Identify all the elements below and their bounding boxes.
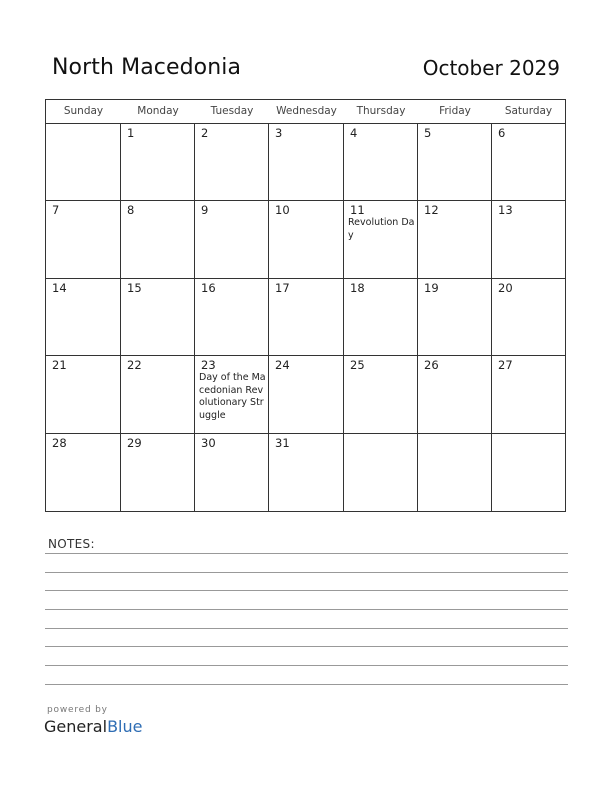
weekday-header: Friday: [439, 105, 471, 117]
day-cell: [344, 434, 418, 511]
day-cell: [269, 201, 344, 279]
note-line: [45, 628, 568, 629]
day-cell: [344, 356, 418, 434]
day-number: 26: [424, 358, 439, 372]
day-number: 23: [201, 358, 216, 372]
day-cell: [46, 434, 121, 511]
day-number: 6: [498, 126, 506, 140]
day-number: 1: [127, 126, 135, 140]
day-cell: [121, 279, 195, 356]
day-cell: [46, 356, 121, 434]
day-cell: [195, 279, 269, 356]
powered-by-text: powered by: [47, 705, 108, 715]
day-cell: [121, 434, 195, 511]
day-cell: [492, 124, 565, 201]
day-number: 8: [127, 203, 135, 217]
calendar-grid: [45, 99, 566, 512]
day-cell: [269, 124, 344, 201]
day-number: 29: [127, 436, 142, 450]
day-cell: [418, 279, 492, 356]
weekday-header: Monday: [137, 105, 179, 117]
day-number: 17: [275, 281, 290, 295]
day-number: 16: [201, 281, 216, 295]
day-cell: [418, 201, 492, 279]
day-cell: [121, 356, 195, 434]
weekday-header: Wednesday: [276, 105, 337, 117]
calendar-month-title: October 2029: [422, 56, 560, 80]
day-cell: [418, 124, 492, 201]
day-number: 20: [498, 281, 513, 295]
note-line: [45, 590, 568, 591]
day-number: 21: [52, 358, 67, 372]
weekday-header-row: [46, 100, 565, 124]
day-cell: [121, 201, 195, 279]
weekday-header: Thursday: [356, 105, 406, 117]
day-number: 30: [201, 436, 216, 450]
day-number: 12: [424, 203, 439, 217]
weekday-header: Tuesday: [210, 105, 254, 117]
day-cell: [492, 279, 565, 356]
day-number: 5: [424, 126, 432, 140]
holiday-label: Day of the Macedonian Revolutionary Struggle: [199, 372, 266, 421]
notes-label: NOTES:: [48, 537, 95, 551]
calendar-country-title: North Macedonia: [52, 55, 242, 80]
weekday-header: Sunday: [63, 105, 104, 117]
day-cell: [195, 124, 269, 201]
day-cell: [344, 201, 418, 279]
day-cell: [269, 356, 344, 434]
day-number: 7: [52, 203, 60, 217]
note-line: [45, 665, 568, 666]
day-cell: [46, 201, 121, 279]
day-cell: [418, 356, 492, 434]
day-number: 4: [350, 126, 358, 140]
day-number: 27: [498, 358, 513, 372]
brand-general: General: [44, 717, 108, 736]
brand-blue: Blue: [107, 717, 143, 736]
day-cell: [418, 434, 492, 511]
day-number: 15: [127, 281, 142, 295]
day-cell: [492, 201, 565, 279]
weekday-header: Saturday: [504, 105, 553, 117]
generalblue-logo: [44, 717, 142, 736]
day-cell: [195, 356, 269, 434]
calendar-weeks: [46, 124, 565, 511]
day-cell: [492, 356, 565, 434]
day-number: 31: [275, 436, 290, 450]
day-number: 14: [52, 281, 67, 295]
day-cell: [46, 279, 121, 356]
day-cell: [121, 124, 195, 201]
note-line: [45, 553, 568, 554]
note-line: [45, 646, 568, 647]
day-number: 11: [350, 203, 365, 217]
note-line: [45, 609, 568, 610]
day-cell: [46, 124, 121, 201]
day-cell: [344, 279, 418, 356]
day-number: 25: [350, 358, 365, 372]
day-number: 24: [275, 358, 290, 372]
holiday-label: Revolution Day: [348, 217, 415, 241]
day-number: 19: [424, 281, 439, 295]
day-number: 13: [498, 203, 513, 217]
day-cell: [269, 434, 344, 511]
day-number: 18: [350, 281, 365, 295]
day-number: 2: [201, 126, 209, 140]
day-number: 28: [52, 436, 67, 450]
day-cell: [269, 279, 344, 356]
day-cell: [195, 434, 269, 511]
day-number: 22: [127, 358, 142, 372]
note-line: [45, 684, 568, 685]
note-line: [45, 572, 568, 573]
day-cell: [195, 201, 269, 279]
day-number: 10: [275, 203, 290, 217]
day-cell: [492, 434, 565, 511]
day-cell: [344, 124, 418, 201]
day-number: 9: [201, 203, 209, 217]
day-number: 3: [275, 126, 283, 140]
